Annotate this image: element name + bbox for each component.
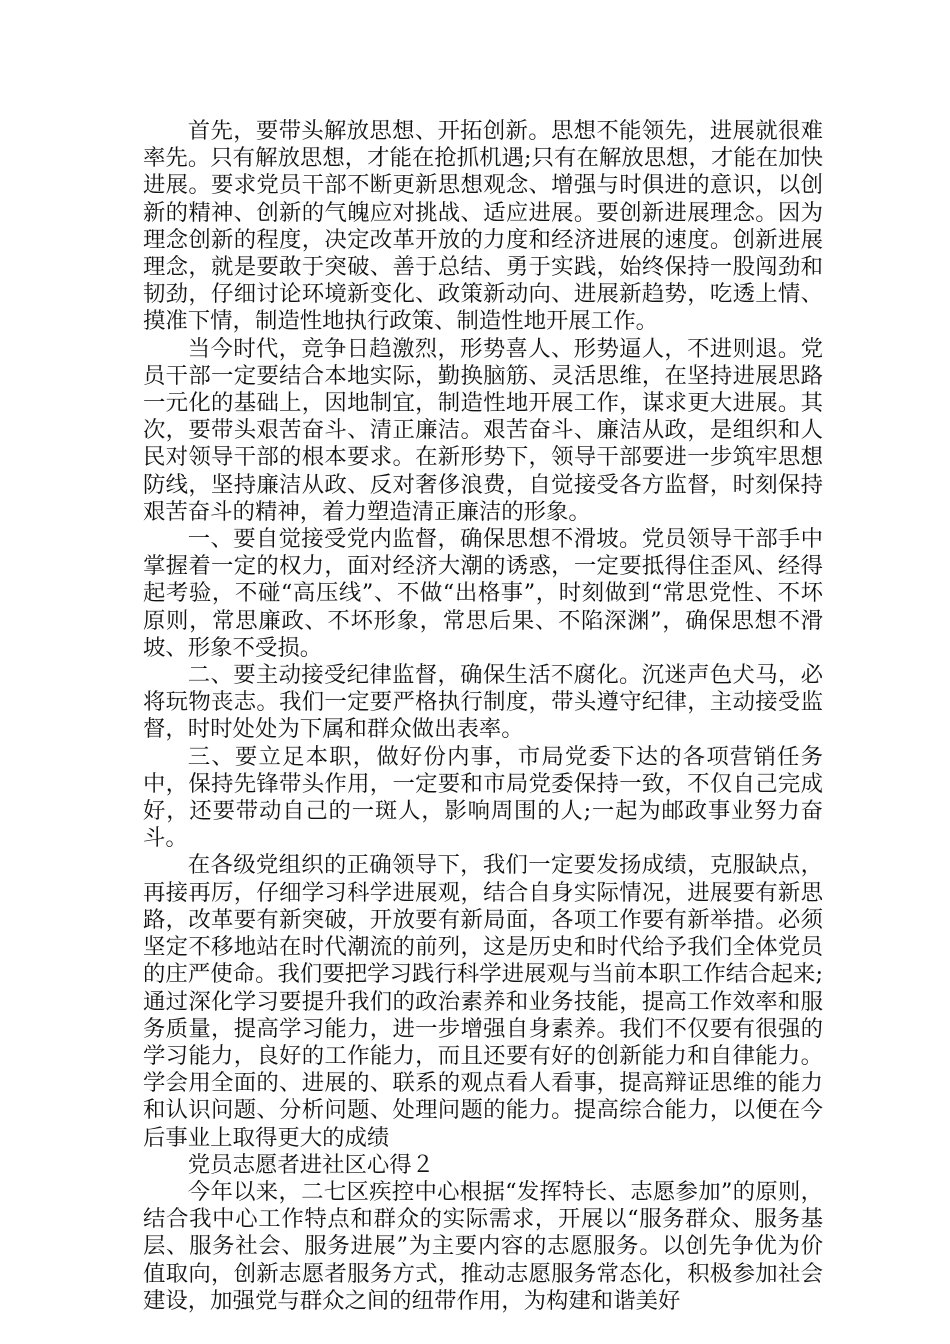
paragraph-point-two-discipline: 二、要主动接受纪律监督，确保生活不腐化。沉迷声色犬马，必将玩物丧志。我们一定要严格执行制度，带头遵守纪律，主动接受监督，时时处处为下属和群众做出表率。 — [143, 662, 823, 743]
paragraph-point-one-supervision: 一、要自觉接受党内监督，确保思想不滑坡。党员领导干部手中掌握着一定的权力，面对经济大潮的诱惑，一定要抵得住歪风、经得起考验，不碰“高压线”、不做“出格事”，时刻做到“常思党性、不坏原则，常思廉政、不坏形象，常思后果、不陷深渊”，确保思想不滑坡、形象不受损。 — [143, 526, 823, 661]
document-body — [143, 118, 823, 1315]
section-heading: 党员志愿者进社区心得２ — [187, 1151, 435, 1178]
paragraph-competition-integrity: 当今时代，竞争日趋激烈，形势喜人、形势逼人，不进则退。党员干部一定要结合本地实际，勤换脑筋、灵活思维，在坚持进展思路一元化的基础上，因地制宜，制造性地开展工作，谋求更大进展。其次，要带头艰苦奋斗、清正廉洁。艰苦奋斗、廉洁从政，是组织和人民对领导干部的根本要求。在新形势下，领导干部要进一步筑牢思想防线，坚持廉洁从政、反对奢侈浪费，自觉接受各方监督，时刻保持艰苦奋斗的精神，着力塑造清正廉洁的形象。 — [143, 335, 823, 525]
paragraph-conclusion: 在各级党组织的正确领导下，我们一定要发扬成绩，克服缺点，再接再厉，仔细学习科学进展观，结合自身实际情况，进展要有新思路，改革要有新突破，开放要有新局面，各项工作要有新举措。必须坚定不移地站在时代潮流的前列，这是历史和时代给予我们全体党员的庄严使命。我们要把学习践行科学进展观与当前本职工作结合起来;通过深化学习要提升我们的政治素养和业务技能，提高工作效率和服务质量，提高学习能力，进一步增强自身素养。我们不仅要有很强的学习能力，良好的工作能力，而且还要有好的创新能力和自律能力。学会用全面的、进展的、联系的观点看人看事，提高辩证思维的能力和认识问题、分析问题、处理问题的能力。提高综合能力，以便在今后事业上取得更大的成绩 — [143, 852, 823, 1151]
paragraph-point-three-duty: 三、要立足本职，做好份内事，市局党委下达的各项营销任务中，保持先锋带头作用，一定要和市局党委保持一致，不仅自己完成好，还要带动自己的一斑人，影响周围的人;一起为邮政事业努力奋斗。 — [143, 743, 823, 852]
paragraph-intro-liberate-thinking: 首先，要带头解放思想、开拓创新。思想不能领先，进展就很难率先。只有解放思想，才能在抢抓机遇;只有在解放思想，才能在加快进展。要求党员干部不断更新思想观念、增强与时俱进的意识，以创新的精神、创新的气魄应对挑战、适应进展。要创新进展理念。因为理念创新的程度，决定改革开放的力度和经济进展的速度。创新进展理念，就是要敢于突破、善于总结、勇于实践，始终保持一股闯劲和韧劲，仔细讨论环境新变化、政策新动向、进展新趋势，吃透上情、摸准下情，制造性地执行政策、制造性地开展工作。 — [143, 118, 823, 335]
paragraph-volunteer-service: 今年以来，二七区疾控中心根据“发挥特长、志愿参加”的原则，结合我中心工作特点和群众的实际需求，开展以“服务群众、服务基层、服务社会、服务进展”为主要内容的志愿服务。以创先争优为价值取向，创新志愿者服务方式，推动志愿服务常态化，积极参加社会建设，加强党与群众之间的纽带作用，为构建和谐美好 — [143, 1178, 823, 1314]
